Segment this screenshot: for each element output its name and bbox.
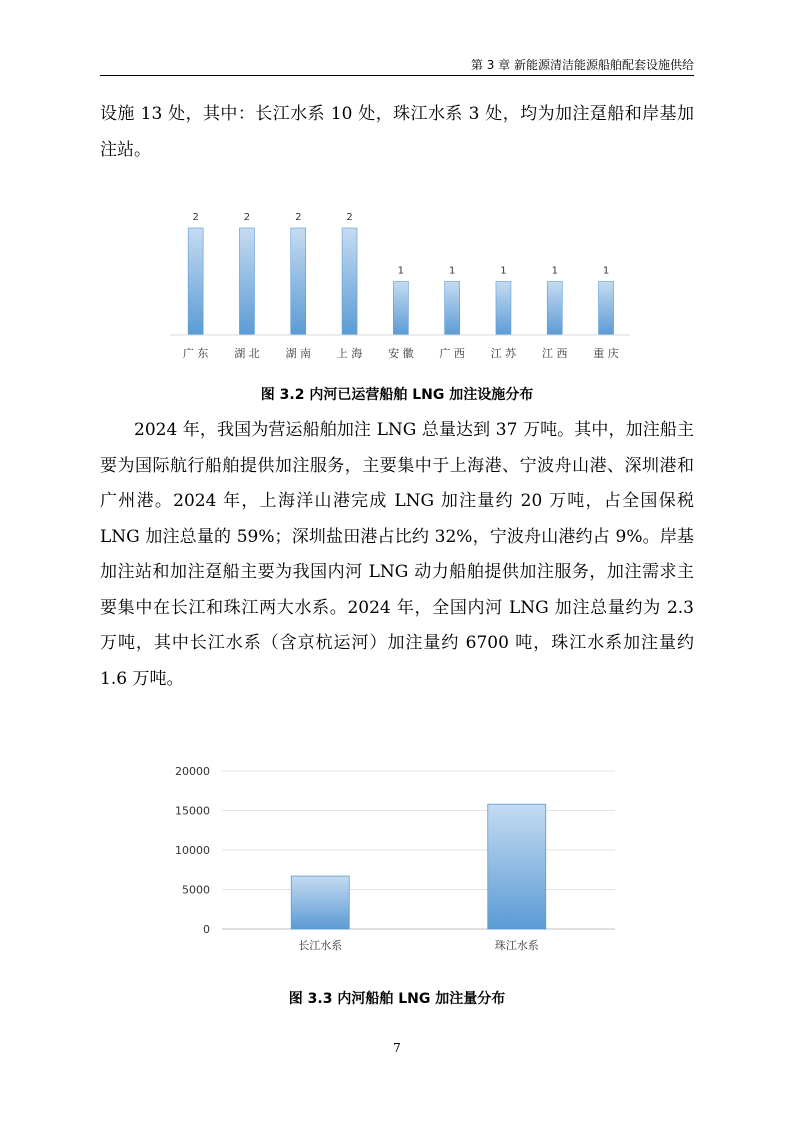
data-label: 1 bbox=[448, 265, 456, 277]
bar bbox=[188, 228, 203, 335]
data-label: 1 bbox=[602, 265, 610, 277]
lng-volume-chart bbox=[170, 760, 630, 960]
chapter-title: 第 3 章 新能源清洁能源船舶配套设施供给 bbox=[470, 58, 694, 72]
category-label: 安 徽 bbox=[388, 347, 414, 360]
y-tick-label: 20000 bbox=[175, 765, 210, 778]
data-label: 2 bbox=[192, 212, 199, 223]
data-label: 1 bbox=[397, 265, 405, 277]
category-label: 重 庆 bbox=[593, 347, 619, 360]
bar bbox=[393, 282, 408, 336]
category-label: 湖 南 bbox=[285, 347, 311, 360]
y-tick-label: 0 bbox=[203, 923, 210, 936]
category-label: 江 苏 bbox=[490, 347, 517, 360]
category-label: 湖 北 bbox=[234, 347, 260, 360]
bar bbox=[239, 228, 254, 335]
data-label: 2 bbox=[243, 212, 251, 223]
bar bbox=[496, 282, 511, 336]
category-label: 广 西 bbox=[439, 347, 465, 360]
figure-caption-3-3: 图 3.3 内河船舶 LNG 加注量分布 bbox=[288, 991, 506, 1007]
bar bbox=[291, 228, 306, 335]
category-label: 广 东 bbox=[182, 347, 209, 360]
facility-distribution-chart bbox=[170, 195, 630, 370]
bar bbox=[342, 228, 357, 335]
y-tick-label: 5000 bbox=[182, 883, 210, 897]
page-number: 7 bbox=[393, 1041, 401, 1055]
y-tick-label: 10000 bbox=[175, 844, 210, 857]
data-label: 1 bbox=[500, 265, 507, 277]
category-label: 上 海 bbox=[336, 347, 363, 360]
paragraph-2: 2024 年，我国为营运船舶加注 LNG 总量达到 37 万吨。其中，加注船主要为国际航行船舶提供加注服务，主要集中于上海港、宁波舟山港、深圳港和广州港。2024 年，上海洋山港完成 LNG 加注量约 20 万吨，占全国保税 LNG 加注总量的 59%；深圳盐田港占比约 32%，宁波舟山港约占 9%。岸基加注站和加注趸船主要为我国内河 LNG 动力船舶提供加注服务，加注需求主要集中在长江和珠江两大水系。2024 年，全国内河 LNG 加注总量约为 2.3 万吨，其中长江水系（含京杭运河）加注量约 6700 吨，珠江水系加注量约 1.6 万吨。 bbox=[100, 420, 694, 689]
page-header bbox=[100, 55, 694, 76]
category-label: 长江水系 bbox=[298, 939, 343, 952]
bar bbox=[488, 804, 546, 929]
bar bbox=[445, 282, 460, 336]
category-label: 珠江水系 bbox=[494, 939, 539, 952]
paragraph-1: 设施 13 处，其中：长江水系 10 处，珠江水系 3 处，均为加注趸船和岸基加注站。 bbox=[100, 104, 694, 160]
figure-caption-3-2: 图 3.2 内河已运营船舶 LNG 加注设施分布 bbox=[260, 387, 534, 403]
data-label: 2 bbox=[295, 212, 302, 223]
bar bbox=[599, 282, 614, 336]
y-tick-label: 15000 bbox=[175, 804, 210, 818]
data-label: 2 bbox=[346, 212, 353, 223]
bar bbox=[291, 876, 349, 929]
bar bbox=[547, 282, 562, 336]
data-label: 1 bbox=[551, 265, 558, 277]
category-label: 江 西 bbox=[542, 347, 568, 360]
